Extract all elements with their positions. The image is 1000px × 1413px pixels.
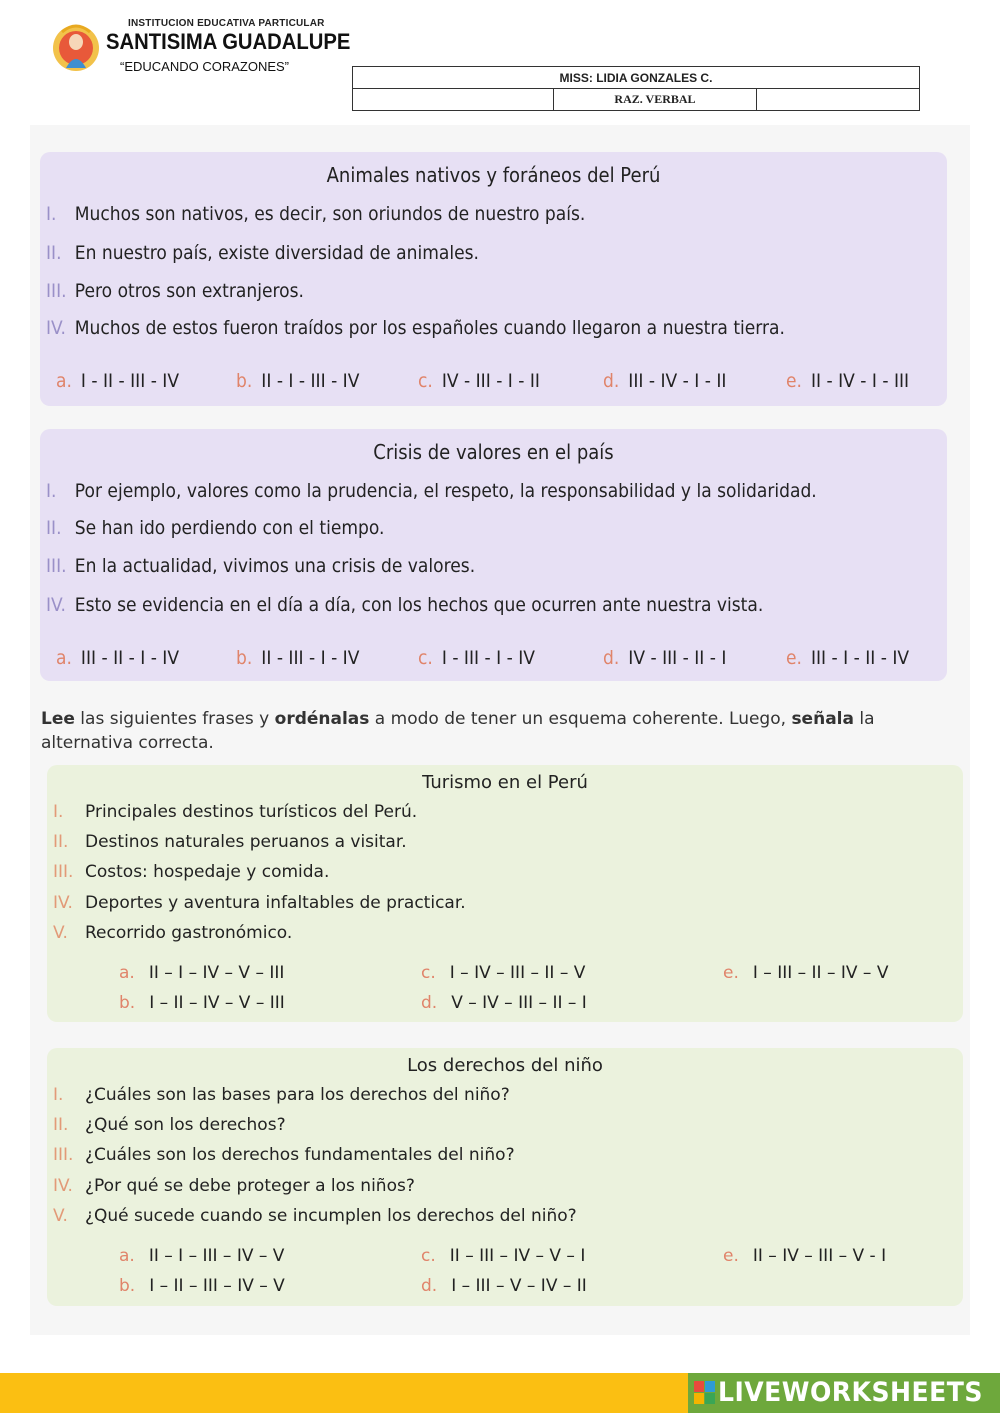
option-letter: b. (119, 993, 136, 1013)
option-letter: a. (56, 647, 72, 669)
item-text: Recorrido gastronómico. (85, 923, 293, 943)
option-letter: e. (786, 370, 802, 392)
list-item (46, 555, 475, 577)
list-item (46, 317, 785, 339)
option-text: II - I - III - IV (261, 370, 360, 392)
answer-option-a[interactable] (119, 1246, 284, 1266)
item-text: ¿Qué sucede cuando se incumplen los derechos del niño? (85, 1206, 577, 1226)
option-text: I – III – V – IV – II (451, 1276, 587, 1296)
item-text: ¿Por qué se debe proteger a los niños? (85, 1176, 415, 1196)
item-number: II. (46, 242, 62, 264)
answer-option-b[interactable] (119, 1276, 285, 1296)
option-text: II – IV – III – V - I (752, 1246, 887, 1266)
list-item (46, 203, 585, 225)
item-text: Deportes y aventura infaltables de practicar. (85, 893, 466, 913)
exercise-box-3 (47, 765, 963, 1022)
list-item (53, 1145, 515, 1165)
liveworksheets-text: LIVEWORKSHEETS (718, 1377, 983, 1408)
answer-option-b[interactable] (119, 993, 285, 1013)
answer-option-a[interactable] (56, 370, 179, 392)
item-number: IV. (46, 594, 66, 616)
option-text: I - II - III - IV (80, 370, 180, 392)
option-text: I – II – IV – V – III (149, 993, 285, 1013)
answer-option-d[interactable] (603, 370, 726, 392)
header-table (352, 66, 920, 111)
list-item (53, 1115, 286, 1135)
answer-option-c[interactable] (421, 1246, 585, 1266)
option-text: III - II - I - IV (80, 647, 180, 669)
option-text: III - IV - I - II (628, 370, 727, 392)
exercise-box-1 (40, 152, 947, 406)
item-number: II. (46, 517, 62, 539)
item-text: Pero otros son extranjeros. (74, 280, 304, 302)
item-number: I. (46, 480, 57, 502)
list-item (53, 1176, 415, 1196)
option-letter: a. (119, 963, 135, 983)
option-letter: b. (119, 1276, 136, 1296)
item-number: IV. (46, 317, 66, 339)
option-text: IV - III - II - I (628, 647, 727, 669)
option-text: I - III - I - IV (441, 647, 535, 669)
item-number: V. (53, 923, 68, 943)
item-number: I. (53, 1085, 64, 1105)
school-name: SANTISIMA GUADALUPE (106, 29, 351, 54)
answer-option-e[interactable] (723, 963, 888, 983)
item-number: III. (46, 555, 67, 577)
option-letter: c. (418, 647, 433, 669)
item-text: Se han ido perdiendo con el tiempo. (74, 517, 385, 539)
list-item (53, 832, 407, 852)
item-text: Principales destinos turísticos del Perú. (85, 802, 418, 822)
item-number: II. (53, 832, 69, 852)
school-motto: “EDUCANDO CORAZONES” (120, 59, 290, 74)
option-letter: e. (723, 963, 739, 983)
option-letter: d. (421, 993, 438, 1013)
answer-option-d[interactable] (603, 647, 726, 669)
teacher-name: MISS: LIDIA GONZALES C. (353, 67, 920, 89)
list-item (53, 862, 329, 882)
answer-option-c[interactable] (418, 647, 535, 669)
item-number: III. (53, 862, 74, 882)
instruction-part: las siguientes frases y (74, 709, 275, 729)
list-item (53, 1206, 577, 1226)
answer-option-b[interactable] (236, 370, 359, 392)
option-text: II – III – IV – V – I (449, 1246, 586, 1266)
item-text: Destinos naturales peruanos a visitar. (85, 832, 407, 852)
option-letter: d. (421, 1276, 438, 1296)
subject-label: RAZ. VERBAL (554, 89, 757, 111)
answer-option-b[interactable] (236, 647, 359, 669)
item-text: Esto se evidencia en el día a día, con los hechos que ocurren ante nuestra vista. (74, 594, 764, 616)
school-logo (52, 20, 100, 76)
option-text: II – I – IV – V – III (148, 963, 285, 983)
option-letter: b. (236, 370, 253, 392)
exercise-box-2 (40, 429, 947, 681)
item-text: Muchos son nativos, es decir, son oriundos de nuestro país. (74, 203, 586, 225)
item-text: ¿Qué son los derechos? (85, 1115, 286, 1135)
option-letter: c. (421, 1246, 436, 1266)
answer-option-a[interactable] (119, 963, 284, 983)
list-item (46, 280, 304, 302)
list-item (53, 802, 417, 822)
instruction-bold-ordenalas: ordénalas (274, 709, 370, 729)
instruction-bold-senala: señala (791, 709, 854, 729)
list-item (46, 242, 479, 264)
item-text: En nuestro país, existe diversidad de animales. (74, 242, 479, 264)
option-text: I – IV – III – II – V (449, 963, 586, 983)
item-number: I. (53, 802, 64, 822)
school-subtitle: INSTITUCION EDUCATIVA PARTICULAR (128, 18, 325, 29)
option-letter: e. (786, 647, 802, 669)
exercise-title: Turismo en el Perú (422, 772, 588, 793)
option-letter: b. (236, 647, 253, 669)
item-number: I. (46, 203, 57, 225)
item-number: V. (53, 1206, 68, 1226)
option-text: I – II – III – IV – V (149, 1276, 285, 1296)
option-letter: c. (421, 963, 436, 983)
option-text: I – III – II – IV – V (752, 963, 889, 983)
instruction-bold-lee: Lee (41, 709, 75, 729)
option-letter: a. (119, 1246, 135, 1266)
exercise-title: Los derechos del niño (407, 1055, 603, 1076)
option-letter: e. (723, 1246, 739, 1266)
item-text: En la actualidad, vivimos una crisis de valores. (74, 555, 476, 577)
instruction-part: a modo de tener un esquema coherente. Luego, (369, 709, 792, 729)
list-item (46, 594, 763, 616)
liveworksheets-brand[interactable] (688, 1373, 1000, 1413)
option-text: II - III - I - IV (261, 647, 360, 669)
option-text: II - IV - I - III (810, 370, 910, 392)
item-number: IV. (53, 1176, 73, 1196)
answer-option-d[interactable] (421, 1276, 587, 1296)
list-item (53, 923, 292, 943)
answer-option-d[interactable] (421, 993, 587, 1013)
option-text: IV - III - I - II (441, 370, 540, 392)
option-letter: c. (418, 370, 433, 392)
answer-option-a[interactable] (56, 647, 179, 669)
date-blank-cell[interactable] (757, 89, 920, 111)
item-text: ¿Cuáles son los derechos fundamentales del niño? (85, 1145, 515, 1165)
item-number: III. (53, 1145, 74, 1165)
option-text: V – IV – III – II – I (451, 993, 587, 1013)
exercise-box-4 (47, 1048, 963, 1306)
answer-option-c[interactable] (421, 963, 585, 983)
answer-option-c[interactable] (418, 370, 540, 392)
option-letter: d. (603, 647, 620, 669)
instruction-text (41, 707, 971, 755)
item-text: ¿Cuáles son las bases para los derechos del niño? (85, 1085, 510, 1105)
option-letter: d. (603, 370, 620, 392)
answer-option-e[interactable] (786, 370, 909, 392)
item-number: II. (53, 1115, 69, 1135)
liveworksheets-logo-icon (694, 1381, 716, 1405)
answer-option-e[interactable] (786, 647, 909, 669)
item-text: Costos: hospedaje y comida. (85, 862, 330, 882)
list-item (53, 1085, 510, 1105)
exercise-title: Animales nativos y foráneos del Perú (326, 163, 661, 187)
option-letter: a. (56, 370, 72, 392)
item-text: Por ejemplo, valores como la prudencia, el respeto, la responsabilidad y la solidaridad. (74, 480, 817, 502)
list-item (46, 517, 384, 539)
name-blank-cell[interactable] (353, 89, 554, 111)
list-item (53, 893, 466, 913)
exercise-title: Crisis de valores en el país (373, 440, 614, 464)
option-text: II – I – III – IV – V (148, 1246, 285, 1266)
item-number: III. (46, 280, 67, 302)
instruction-part: la alternativa correcta. (41, 709, 875, 753)
list-item (46, 480, 817, 502)
item-text: Muchos de estos fueron traídos por los españoles cuando llegaron a nuestra tierra. (74, 317, 785, 339)
answer-option-e[interactable] (723, 1246, 886, 1266)
option-text: III - I - II - IV (810, 647, 910, 669)
item-number: IV. (53, 893, 73, 913)
footer-bar (0, 1373, 1000, 1413)
